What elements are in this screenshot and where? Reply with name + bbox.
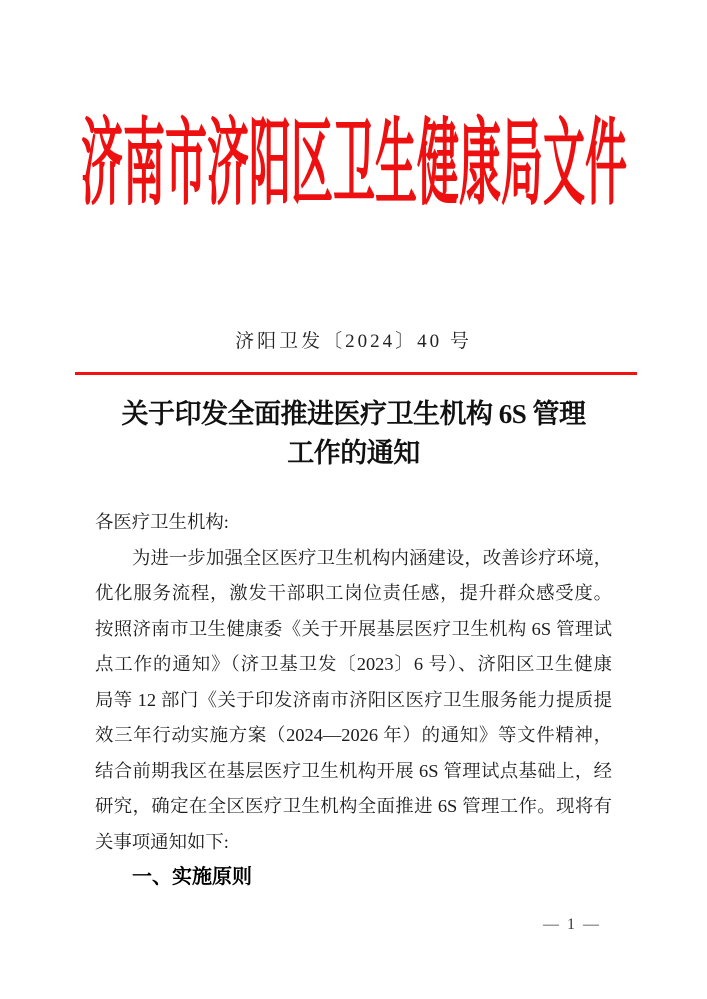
agency-masthead-title: 济南市济阳区卫生健康局文件 — [80, 112, 627, 217]
document-body — [95, 505, 612, 896]
body-line: 为进一步加强全区医疗卫生机构内涵建设，改善诊疗环境， — [132, 547, 612, 568]
document-title-line-2: 工作的通知 — [287, 438, 420, 468]
body-line: 结合前期我区在基层医疗卫生机构开展 6S 管理试点基础上，经 — [95, 760, 612, 781]
salutation-line: 各医疗卫生机构: — [95, 512, 229, 532]
body-line: 研究，确定在全区医疗卫生机构全面推进 6S 管理工作。现将有 — [95, 796, 612, 816]
section-heading-implementation-principles: 一、实施原则 — [132, 866, 252, 888]
red-separator-line — [75, 372, 637, 375]
document-title-line-1: 关于印发全面推进医疗卫生机构 6S 管理 — [121, 399, 586, 429]
body-line: 关事项通知如下: — [95, 831, 229, 852]
body-line: 按照济南市卫生健康委《关于开展基层医疗卫生机构 6S 管理试 — [95, 618, 612, 639]
body-line: 点工作的通知》（济卫基卫发〔2023〕6 号）、济阳区卫生健康 — [95, 654, 612, 674]
page-number: — 1 — — [543, 916, 601, 933]
document-reference-number: 济阳卫发〔2024〕40 号 — [235, 331, 472, 352]
document-title — [0, 395, 707, 473]
body-line: 优化服务流程，激发干部职工岗位责任感，提升群众感受度。 — [95, 583, 612, 603]
body-line: 效三年行动实施方案（2024—2026 年）的通知》等文件精神， — [95, 725, 612, 745]
body-line: 局等 12 部门《关于印发济南市济阳区医疗卫生服务能力提质提 — [95, 689, 612, 710]
